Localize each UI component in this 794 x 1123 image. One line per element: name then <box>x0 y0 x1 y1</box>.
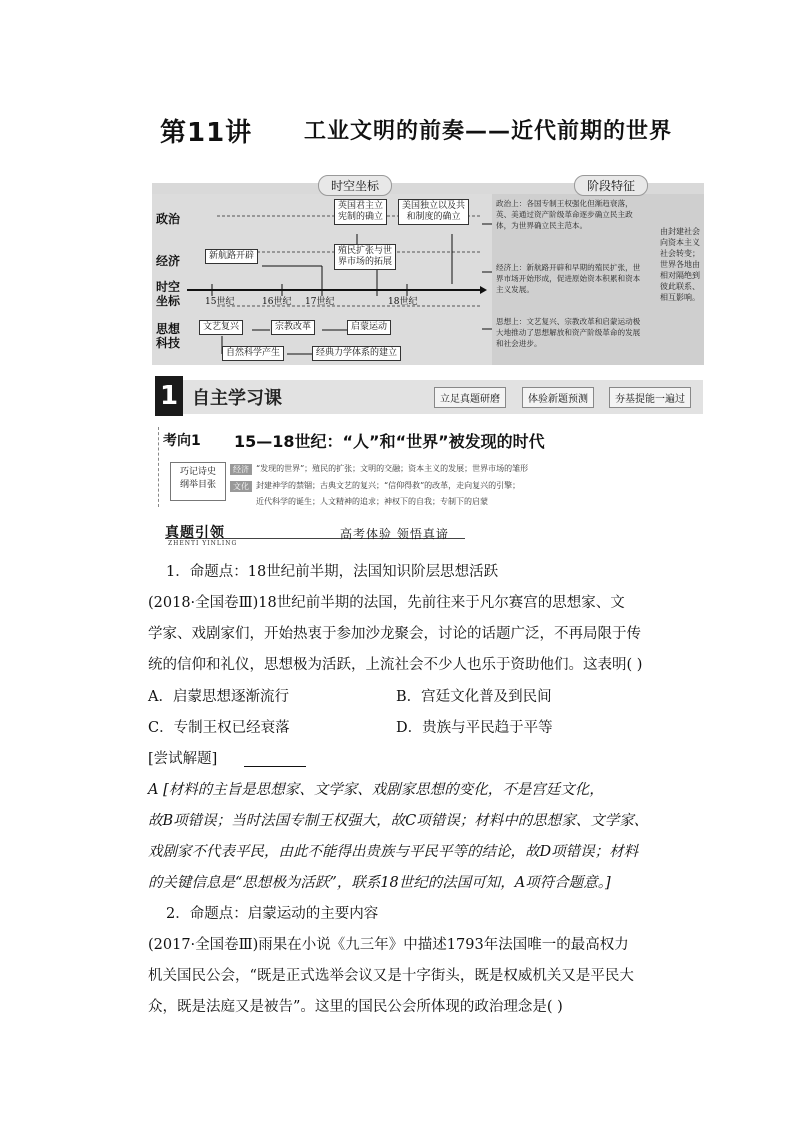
button-new-questions[interactable]: 体验新题预测 <box>522 387 594 408</box>
q2-point: 2．命题点：启蒙运动的主要内容 <box>166 906 379 922</box>
kaoxiang-label: 考向1 <box>163 433 201 449</box>
q1-option-a[interactable]: A．启蒙思想逐渐流行 <box>148 689 289 705</box>
tick-15c: 15世纪 <box>205 297 235 307</box>
tag-culture: 文化 <box>230 481 252 492</box>
box-reformation: 宗教改革 <box>271 320 315 335</box>
q1-answer-2: 故B项错误；当时法国专制王权强大，故C项错误；材料中的思想家、文学家、 <box>148 813 649 829</box>
box-us-independence: 美国独立以及共 和制度的确立 <box>398 199 469 225</box>
lecture-number: 第11讲 <box>160 118 253 148</box>
row-label-economy: 经济 <box>156 254 181 268</box>
button-practice[interactable]: 夯基提能一遍过 <box>609 387 691 408</box>
box-natural-science: 自然科学产生 <box>222 346 284 361</box>
q1-stem-3: 统的信仰和礼仪，思想极为活跃，上流社会不少人也乐于资助他们。这表明( ) <box>148 657 643 673</box>
kaoxiang-title: 15—18世纪：“人”和“世界”被发现的时代 <box>234 432 545 451</box>
section-title: 自主学习课 <box>192 388 282 409</box>
q1-point: 1．命题点：18世纪前半期，法国知识阶层思想活跃 <box>166 564 499 580</box>
kaoxiang-culture-line-2: 近代科学的诞生；人文精神的追求；神权下的自我；专制下的启蒙 <box>256 497 488 506</box>
q1-answer-blank[interactable] <box>244 766 306 767</box>
feature-politics: 政治上：各国专制王权强化但渐趋衰落，英、美通过资产阶级革命逐步确立民主政体，为世界确立民主范本。 <box>496 199 633 230</box>
tab-stage-features: 阶段特征 <box>574 175 648 196</box>
tick-16c: 16世纪 <box>262 297 292 307</box>
q2-stem-1: (2017·全国卷Ⅲ)雨果在小说《九三年》中描述1793年法国唯一的最高权力 <box>148 937 629 953</box>
box-uk-constitutional-monarchy: 英国君主立 宪制的确立 <box>334 199 387 225</box>
q1-answer-4: 的关键信息是“思想极为活跃”，联系18世纪的法国可知，A项符合题意。] <box>148 875 611 891</box>
q1-option-c[interactable]: C．专制王权已经衰落 <box>148 720 290 736</box>
q1-option-d[interactable]: D．贵族与平民趋于平等 <box>396 720 553 736</box>
kaoxiang-economy-line: “发现的世界”；殖民的扩张；文明的交融；资本主义的发展；世界市场的雏形 <box>256 464 529 473</box>
kaoxiang-rule <box>158 427 162 507</box>
tab-time-space: 时空坐标 <box>318 175 392 196</box>
feature-summary: 由封建社会向资本主义社会转变；世界各地由相对隔绝到彼此联系、相互影响。 <box>660 227 700 302</box>
q1-stem-2: 学家、戏剧家们，开始热衷于参加沙龙聚会，讨论的话题广泛，不再局限于传 <box>148 626 641 642</box>
row-label-thought: 思想 科技 <box>156 322 181 350</box>
box-classical-mechanics: 经典力学体系的建立 <box>312 346 401 361</box>
button-real-exam[interactable]: 立足真题研磨 <box>434 387 506 408</box>
zhenti-title: 真题引领 <box>165 525 225 541</box>
q1-try-label: [尝试解题] <box>148 751 218 767</box>
tick-17c: 17世纪 <box>305 297 335 307</box>
q1-option-b[interactable]: B．宫廷文化普及到民间 <box>396 689 552 705</box>
feature-thought: 思想上：文艺复兴、宗教改革和启蒙运动极大地推动了思想解放和资产阶级革命的发展和社会进步。 <box>496 317 641 348</box>
row-label-politics: 政治 <box>156 212 181 226</box>
box-enlightenment: 启蒙运动 <box>347 320 391 335</box>
q1-answer-1: A [材料的主旨是思想家、文学家、戏剧家思想的变化，不是宫廷文化， <box>148 782 604 798</box>
row-label-timeline: 时空 坐标 <box>156 280 181 308</box>
q2-stem-2: 机关国民公会，“既是正式选举会议又是十字街头，既是权威机关又是平民大 <box>148 968 634 984</box>
q1-answer-3: 戏剧家不代表平民，由此不能得出贵族与平民平等的结论，故D项错误；材料 <box>148 844 639 860</box>
feature-economy: 经济上：新航路开辟和早期的殖民扩张，世界市场开始形成，促进原始资本积累和资本主义发展。 <box>496 263 641 294</box>
box-colonial-expansion: 殖民扩张与世 界市场的拓展 <box>334 244 396 270</box>
tick-18c: 18世纪 <box>388 297 418 307</box>
q2-stem-3: 众，既是法庭又是被告”。这里的国民公会所体现的政治理念是( ) <box>148 999 563 1015</box>
box-new-sea-route: 新航路开辟 <box>205 249 258 264</box>
zhenti-subtitle: 高考体验 领悟真谛 <box>340 527 449 541</box>
q1-stem-1: (2018·全国卷Ⅲ)18世纪前半期的法国，先前往来于凡尔赛宫的思想家、文 <box>148 595 625 611</box>
mnemonic-box: 巧记诗史 纲举目张 <box>170 462 226 501</box>
tag-economy: 经济 <box>230 464 252 475</box>
zhenti-pinyin: ZHENTI YINLING <box>168 540 238 547</box>
page-title: 工业文明的前奏——近代前期的世界 <box>304 119 673 144</box>
box-renaissance: 文艺复兴 <box>199 320 243 335</box>
kaoxiang-culture-line: 封建神学的禁锢；古典文艺的复兴；“信仰得救”的改革，走向复兴的引擎； <box>256 481 521 490</box>
section-number: 1 <box>155 376 183 416</box>
